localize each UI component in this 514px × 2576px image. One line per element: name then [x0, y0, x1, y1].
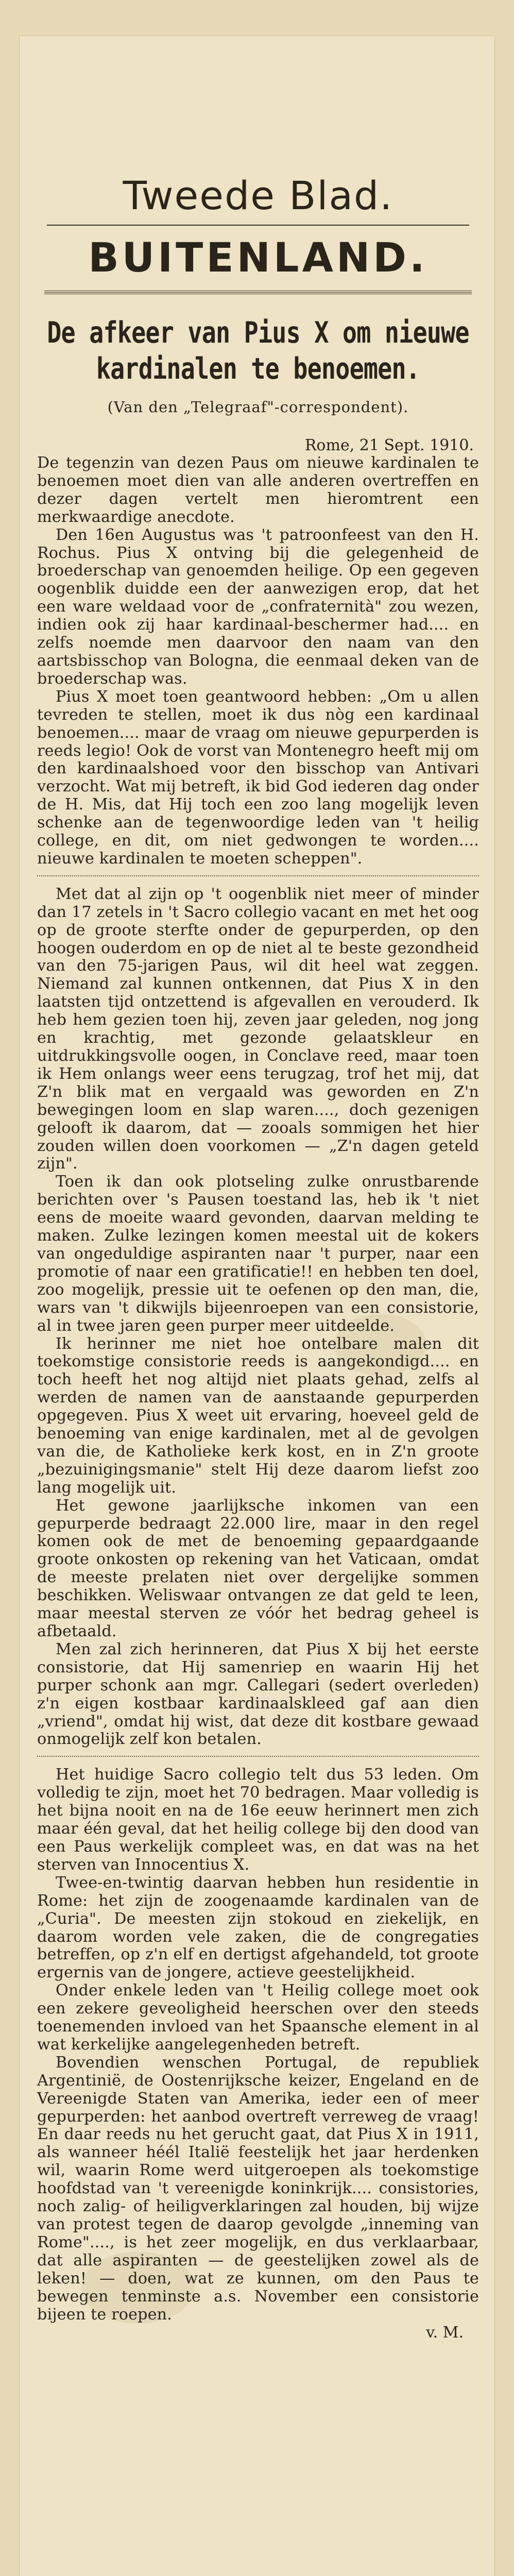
section-separator	[37, 1756, 479, 1757]
paragraph: Het huidige Sacro collegio telt dus 53 leden. Om volledig te zijn, moet het 70 bedragen. Maar volledig is het bijna nooit en na de 16e eeuw herinnert men zich maar één geval, dat het heilig college bij den dood van een Paus werkelijk compleet was, en dat was na het sterven van Innocentius X.	[37, 1766, 479, 1874]
paragraph: Bovendien wenschen Portugal, de republiek Argentinië, de Oostenrijksche keizer, Engeland en de Vereenigde Staten van Amerika, ieder een of meer gepurperden: het aanbod overtreft verreweg de vraag! En daar reeds nu het gerucht gaat, dat Pius X in 1911, als wanneer héél Italië feestelijk het jaar herdenken wil, waarin Rome werd uitgeroepen als toekomstige hoofdstad van 't vereenigde koninkrijk.... consistories, noch zalig- of heiligverklaringen zal houden, bij wijze van protest tegen de daarop gevolgde „inneming van Rome"...., is het zeer mogelijk, en dus verklaarbaar, dat alle aspiranten — de geestelijken zowel als de leken! — doen, wat ze kunnen, om den Paus te bewegen tenminste a.s. November een consistorie bijeen te roepen.	[37, 2053, 479, 2324]
kicker-rule	[47, 225, 469, 226]
article	[37, 36, 479, 2342]
paragraph: Den 16en Augustus was 't patroonfeest van den H. Rochus. Pius X ontving bij die gelegenheid de broederschap van genoemden heilige. Op een gegeven oogenblik duidde een der aanwezigen erop, dat het een ware weldaad voor de „confraternità" zou wezen, indien ook zij haar kardinaal-beschermer had.... en zelfs noemde men daarvoor den naam van den aartsbisschop van Bologna, die eenmaal deken van de broederschap was.	[37, 526, 479, 688]
headline-line-2: kardinalen te benoemen.	[96, 352, 420, 386]
paragraph: De tegenzin van dezen Paus om nieuwe kardinalen te benoemen moet dien van alle anderen overtreffen en dezer dagen vertelt men hieromtrent een merkwaardige anecdote.	[37, 454, 479, 526]
headline-line-1: De afkeer van Pius X om nieuwe	[47, 316, 469, 350]
signature: v. M.	[426, 2324, 464, 2342]
article-body	[37, 454, 479, 2342]
page-kicker: Tweede Blad.	[123, 173, 393, 218]
newspaper-clipping	[20, 36, 494, 2576]
paragraph: Onder enkele leden van 't Heilig college moet ook een zekere geveoligheid heerschen over den steeds toenemenden invloed van het Spaansche element in al wat kerkelijke aangelegenheden betreft.	[37, 1981, 479, 2054]
paragraph: Men zal zich herinneren, dat Pius X bij het eerste consistorie, dat Hij samenriep en waarin Hij het purper schonk aan mgr. Callegari (sedert overleden) z'n eigen kostbaar kardinaalskleed gaf aan dien „vriend", omdat hij wist, dat deze dit kostbare gewaad onmogelijk zelf kon betalen.	[37, 1640, 479, 1749]
paragraph: Toen ik dan ook plotseling zulke onrustbarende berichten over 's Pausen toestand las, heb ik 't niet eens de moeite waard gevonden, daarvan melding te maken. Zulke lezingen komen meestal uit de kokers van ongeduldige aspiranten naar 't purper, naar een promotie of naar een gratificatie!! en hebben ten doel, zoo mogelijk, pressie uit te oefenen op den man, die, wars van 't dikwijls bijeenroepen van een consistorie, al in twee jaren geen purper meer uitdeelde.	[37, 1173, 479, 1335]
section-title: BUITENLAND.	[88, 235, 428, 281]
paragraph: Het gewone jaarlijksche inkomen van een gepurperde bedraagt 22.000 lire, maar in den regel komen ook de met de benoeming gepaardgaande groote onkosten op rekening van het Vaticaan, omdat de meeste prelaten niet over dergelijke sommen beschikken. Weliswaar ontvangen ze dat geld te leen, maar meestal sterven ze vóór het bedrag geheel is afbetaald.	[37, 1496, 479, 1640]
paragraph: Met dat al zijn op 't oogenblik niet meer of minder dan 17 zetels in 't Sacro collegio vacant en met het oog op de groote sterfte onder de gepurperden, op den hoogen ouderdom en op de niet al te beste gezondheid van den 75-jarigen Paus, wil dit heel wat zeggen. Niemand zal kunnen ontkennen, dat Pius X in den laatsten tijd ontzettend is afgevallen en verouderd. Ik heb hem gezien toen hij, zeven jaar geleden, nog jong en krachtig, met gezonde gelaatskleur en uitdrukkingsvolle oogen, in Conclave reed, maar toen ik Hem onlangs weer eens terugzag, trof het mij, dat Z'n blik mat en vergaald was geworden en Z'n bewegingen loom en slap waren...., doch gezenigen gelooft ik daarom, dat — zooals sommigen het hier zouden willen doen voorkomen — „Z'n dagen geteld zijn".	[37, 885, 479, 1173]
dateline: Rome, 21 Sept. 1910.	[304, 436, 474, 454]
byline: (Van den „Telegraaf"-correspondent).	[107, 398, 409, 416]
section-separator	[37, 875, 479, 876]
paragraph: Ik herinner me niet hoe ontelbare malen dit toekomstige consistorie reeds is aangekondigd.... en toch heeft het nog altijd niet plaats gehad, zelfs al werden de namen van de aanstaande gepurperden opgegeven. Pius X weet uit ervaring, hoeveel geld de benoeming van enige kardinalen, met al de gevolgen van die, de Katholieke kerk kost, en in Z'n groote „bezuinigingsmanie" stelt Hij deze daarom liefst zoo lang mogelijk uit.	[37, 1334, 479, 1497]
paragraph: Twee-en-twintig daarvan hebben hun residentie in Rome: het zijn de zoogenaamde kardinalen van de „Curia". De meesten zijn stokoud en ziekelijk, en daarom worden vele zaken, die de congregaties betreffen, op z'n elf en dertigst afgehandeld, tot groote ergernis van de jongere, actieve geestelijkheid.	[37, 1873, 479, 1982]
paragraph: Pius X moet toen geantwoord hebben: „Om u allen tevreden te stellen, moet ik dus nòg een kardinaal benoemen.... maar de vraag om nieuwe gepurperden is reeds legio! Ook de vorst van Montenegro heeft mij om den kardinaalshoed voor den bisschop van Antivari verzocht. Wat mij betreft, ik bid God iederen dag onder de H. Mis, dat Hij toch een zoo lang mogelijk leven schenke aan de tegenwoordige leden van 't heilig college, en dit, om niet gedwongen te worden.... nieuwe kardinalen te moeten scheppen".	[37, 687, 479, 868]
section-rule	[44, 291, 472, 294]
article-headline	[39, 315, 477, 387]
